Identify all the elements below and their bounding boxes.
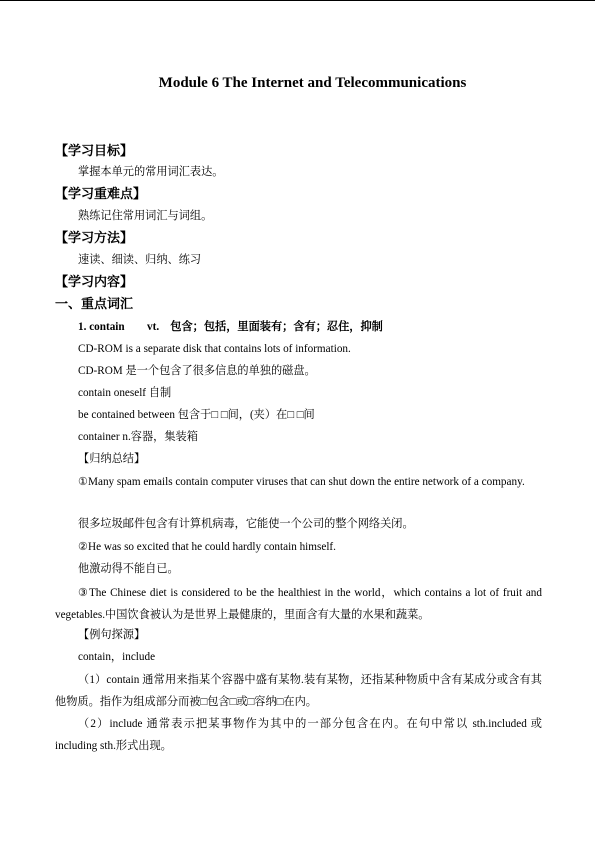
- sentence-1-en: ①Many spam emails contain computer viruses that can shut down the entire network of a company.: [78, 476, 525, 488]
- phrase-contain-oneself: contain oneself 自制: [78, 387, 172, 399]
- compare-contain: （1）contain 通常用来指某个容器中盛有某物.装有某物，还指某种物质中含有某成分或含有其他物质。指作为组成部分而被□包含□或□容纳□在内。: [55, 674, 542, 708]
- key-points-text: 熟练记住常用词汇与词组。: [78, 210, 213, 222]
- content-heading: 【学习内容】: [55, 275, 134, 290]
- phrase-be-contained-between: be contained between 包含于□ □间，(夹）在□ □间: [78, 409, 315, 421]
- source-heading: 【例句探源】: [78, 629, 146, 641]
- summary-heading: 【归纳总结】: [78, 453, 146, 465]
- sentence-2-zh: 他激动得不能自已。: [78, 563, 179, 575]
- goal-text: 掌握本单元的常用词汇表达。: [78, 166, 224, 178]
- key-points-heading: 【学习重难点】: [55, 187, 147, 202]
- sentence-2-en: ②He was so excited that he could hardly contain himself.: [78, 541, 336, 553]
- goal-heading: 【学习目标】: [55, 144, 134, 159]
- example-1-zh: CD-ROM 是一个包含了很多信息的单独的磁盘。: [78, 365, 316, 377]
- sentence-3: ③The Chinese diet is considered to be the healthiest in the world，which contains a lot of fruit and vegetables.中国饮食被认为是世界上最健康的，里面含有大量的水果和蔬菜。: [55, 587, 542, 621]
- method-text: 速读、细读、归纳、练习: [78, 254, 202, 266]
- compare-include: （2）include 通常表示把某事物作为其中的一部分包含在内。在句中常以 sth.included 或 including sth.形式出现。: [55, 718, 542, 752]
- compare-words: contain，include: [78, 651, 156, 663]
- phrase-container: container n.容器，集装箱: [78, 431, 198, 443]
- vocabulary-heading: 一、重点词汇: [55, 297, 134, 312]
- method-heading: 【学习方法】: [55, 231, 134, 246]
- sentence-1-zh: 很多垃圾邮件包含有计算机病毒，它能使一个公司的整个网络关闭。: [78, 518, 414, 530]
- example-1-en: CD-ROM is a separate disk that contains lots of information.: [78, 343, 351, 355]
- headword-contain: 1. contain vt. 包含；包括，里面装有；含有；忍住，抑制: [78, 321, 383, 333]
- document-title: Module 6 The Internet and Telecommunications: [158, 75, 467, 91]
